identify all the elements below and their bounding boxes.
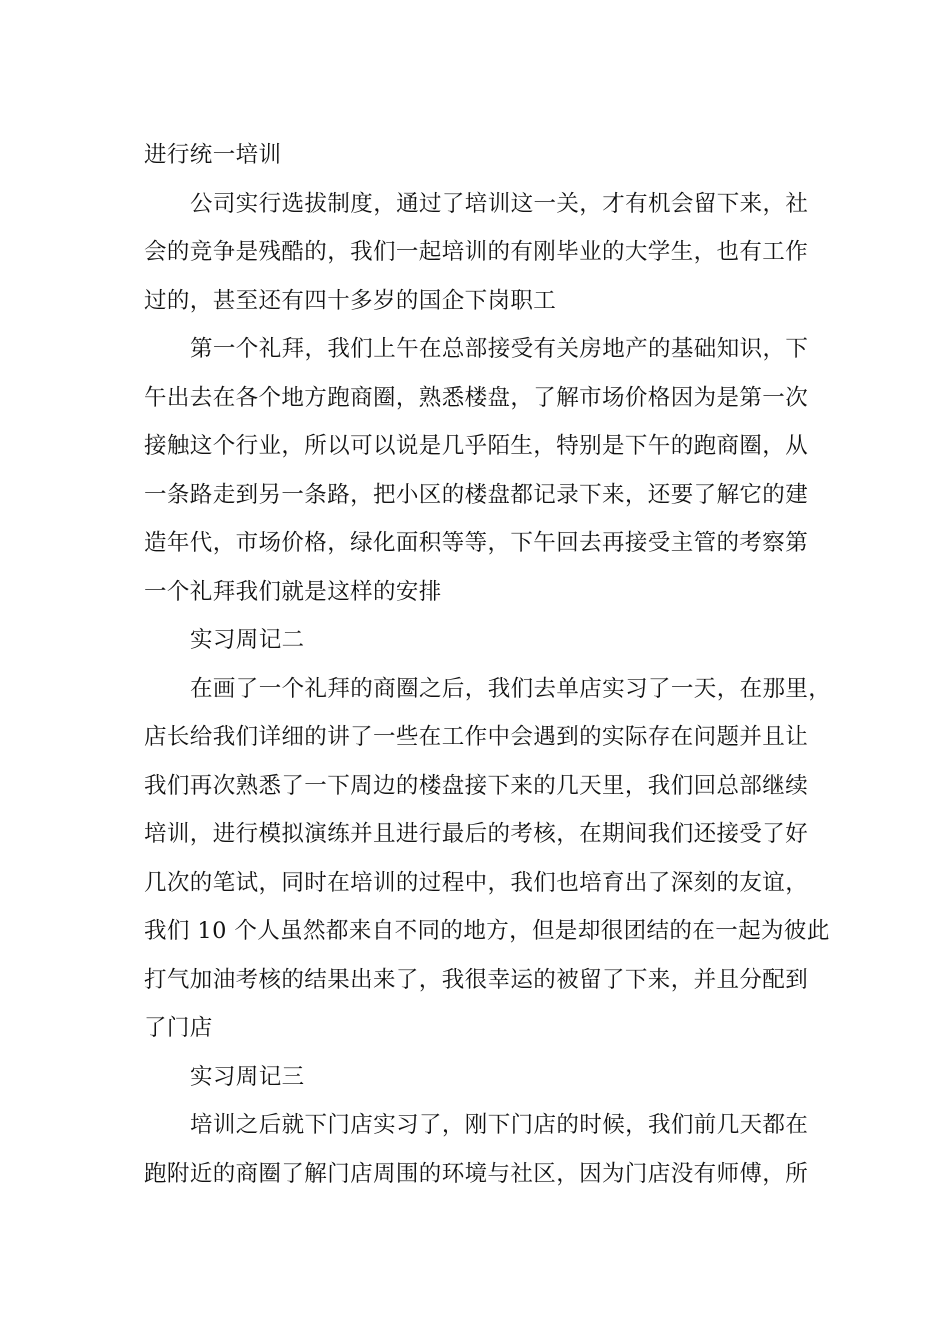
text-line: 实习周记三 xyxy=(190,1063,305,1090)
text-line: 公司实行选拔制度，通过了培训这一关，才有机会留下来，社 xyxy=(190,190,809,217)
paragraph xyxy=(144,131,834,180)
text-line: 一个礼拜我们就是这样的安排 xyxy=(144,578,442,605)
text-line: 我们 10 个人虽然都来自不同的地方，但是却很团结的在一起为彼此 xyxy=(144,918,830,944)
paragraph xyxy=(144,325,834,616)
text-line: 过的，甚至还有四十多岁的国企下岗职工 xyxy=(144,287,557,314)
text-line: 第一个礼拜，我们上午在总部接受有关房地产的基础知识，下 xyxy=(190,336,809,362)
text-line: 培训，进行模拟演练并且进行最后的考核，在期间我们还接受了好 xyxy=(144,821,809,847)
text-line: 了门店 xyxy=(144,1015,213,1041)
text-line: 几次的笔试，同时在培训的过程中，我们也培育出了深刻的友谊， xyxy=(144,869,809,896)
document-body xyxy=(144,131,834,1198)
text-line: 店长给我们详细的讲了一些在工作中会遇到的实际存在问题并且让 xyxy=(144,724,809,750)
text-line: 会的竞争是残酷的，我们一起培训的有刚毕业的大学生，也有工作 xyxy=(144,239,809,265)
text-line: 我们再次熟悉了一下周边的楼盘接下来的几天里，我们回总部继续 xyxy=(144,772,809,799)
text-line: 一条路走到另一条路，把小区的楼盘都记录下来，还要了解它的建 xyxy=(144,481,809,508)
text-line: 跑附近的商圈了解门店周围的环境与社区，因为门店没有师傅，所 xyxy=(144,1160,809,1187)
text-line: 接触这个行业，所以可以说是几乎陌生，特别是下午的跑商圈，从 xyxy=(144,433,809,459)
text-line: 进行统一培训 xyxy=(144,142,282,168)
text-line: 在画了一个礼拜的商圈之后，我们去单店实习了一天，在那里， xyxy=(190,675,832,702)
text-line: 实习周记二 xyxy=(190,627,305,653)
paragraph xyxy=(144,1101,834,1198)
paragraph xyxy=(144,180,834,326)
text-line: 造年代，市场价格，绿化面积等等，下午回去再接受主管的考察第 xyxy=(144,530,809,556)
paragraph xyxy=(144,616,834,665)
text-line: 打气加油考核的结果出来了，我很幸运的被留了下来，并且分配到 xyxy=(144,966,809,993)
text-line: 培训之后就下门店实习了，刚下门店的时候，我们前几天都在 xyxy=(190,1112,809,1138)
text-line: 午出去在各个地方跑商圈，熟悉楼盘，了解市场价格因为是第一次 xyxy=(144,384,809,411)
paragraph xyxy=(144,665,834,1053)
paragraph xyxy=(144,1053,834,1102)
